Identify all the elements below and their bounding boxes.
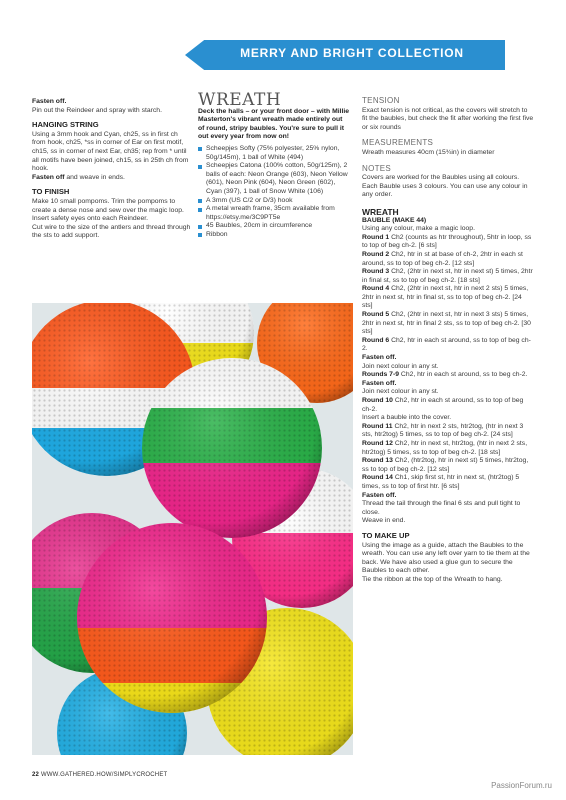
round-text: Ch2, htr in st at base of ch-2, 2htr in each st around, ss to top of beg ch-2. [12 sts] — [362, 250, 523, 267]
notes-text: Covers are worked for the Baubles using all colours. Each Bauble uses 3 colours. You can use any colour in any order. — [362, 174, 528, 199]
fasten-off-label: Fasten off. — [32, 98, 67, 105]
fasten-off-1: Fasten off. — [362, 354, 397, 362]
pattern-round — [362, 268, 534, 285]
rounds-group-b — [362, 371, 534, 380]
to-finish-text-2: Insert safety eyes onto each Reindeer. — [32, 215, 148, 223]
materials-item: Ribbon — [198, 231, 350, 240]
round-label: Round 3 — [362, 268, 390, 276]
to-finish-text-3: Cut wire to the size of the antlers and thread through the sts to add support. — [32, 223, 191, 240]
thread-text: Thread the tail through the final 6 sts and pull tight to close. — [362, 500, 521, 516]
round-text: Ch2, (2htr in next st, htr in next 3 sts) 5 times, 2htr in next st, htr in final 2 sts, ss to top of beg ch-2. [30 sts] — [362, 311, 531, 336]
tension-text: Exact tension is not critical, as the covers will stretch to fit the baubles, but check the fit after working the first five or six rounds — [362, 106, 534, 131]
pattern-round — [362, 337, 534, 354]
round-label: Round 14 — [362, 474, 393, 482]
pattern-round — [362, 423, 534, 440]
join-colour-1: Join next colour in any st. — [362, 362, 439, 370]
round-text: Ch2, htr in each st around, ss to top of beg ch-2. — [362, 397, 524, 413]
bauble-heading: BAUBLE (MAKE 44) — [362, 216, 427, 224]
materials-item: Scheepjes Softy (75% polyester, 25% nylon, 50g/145m), 1 ball of White (494) — [198, 145, 350, 162]
weave-text: Weave in end. — [362, 517, 406, 525]
hanging-fasten-label: Fasten off — [32, 173, 65, 181]
round-text: Ch2 (counts as htr throughout), 5htr in loop, ss to top of beg ch-2. [6 sts] — [362, 233, 532, 250]
to-finish-text-1: Make 10 small pompoms. Trim the pompoms to create a dense nose and sew over the magic loop. — [32, 197, 184, 214]
join-colour-2: Join next colour in any st. — [362, 388, 439, 396]
bauble-intro: Using any colour, make a magic loop. — [362, 225, 475, 233]
materials-item: Scheepjes Catona (100% cotton, 50g/125m), 2 balls of each: Neon Orange (603), Neon Yellow (601), Neon Pink (604), Neon Green (602), Cyan (397), 1 ball of Snow White (106) — [198, 162, 350, 196]
watermark: PassionForum.ru — [491, 781, 552, 790]
wreath-title: WREATH — [198, 90, 282, 110]
pattern-round — [362, 251, 534, 268]
make-up-text-1: Using the image as a guide, attach the Baubles to the wreath. You can use any left over yarn to tie them at the back. We have also used a glue gun to secure the Baubles to each other. — [362, 541, 530, 575]
page-number: 22 — [32, 772, 40, 778]
measurements-text: Wreath measures 40cm (15¾in) in diameter — [362, 148, 495, 156]
round-text: Ch2, htr in next 2 sts, htr2tog, (htr in next 3 sts, htr2tog) 5 times, ss to top of beg ch-2. [24 sts] — [362, 422, 524, 439]
round-label: Round 1 — [362, 233, 390, 241]
round-text: Ch2, htr in each st around, ss to beg ch-2. — [399, 371, 528, 379]
rounds-group-c — [362, 397, 534, 414]
fasten-off-2: Fasten off. — [362, 379, 397, 387]
materials-item: A metal wreath frame, 35cm available from https://etsy.me/3C9PT5e — [198, 205, 350, 222]
insert-bauble-text: Insert a bauble into the cover. — [362, 414, 452, 422]
round-text: Ch2, htr in next st, htr2tog, (htr in next 2 sts, htr2tog) 5 times, ss to top of beg ch-2. [18 sts] — [362, 439, 528, 456]
rounds-group-d — [362, 423, 534, 492]
hanging-string-text: Using a 3mm hook and Cyan, ch25, ss in first ch from hook, ch25, *ss in corner of Ear on first motif, ch15, ss in corner of next Ear, ch35; rep from * until all motifs have been joined, ch15, ss in 25th ch from hook. — [32, 130, 189, 173]
column-left — [32, 98, 192, 241]
fasten-off-text: Pin out the Reindeer and spray with starch. — [32, 106, 162, 114]
wreath-intro: Deck the halls – or your front door – with Millie Masterton's vibrant wreath made entirely out of round, stripy baubles. You're sure to pull it out every year from now on! — [198, 107, 350, 141]
round-label: Round 13 — [362, 457, 393, 465]
pattern-round — [362, 440, 534, 457]
round-text: Ch2, (2htr in next st, htr in next 2 sts) 5 times, 2htr in next st, htr in final st, ss to top of beg ch-2. [24 sts] — [362, 285, 529, 310]
round-label: Round 6 — [362, 336, 390, 344]
column-right — [362, 97, 534, 584]
pattern-round — [362, 474, 534, 491]
make-up-heading: TO MAKE UP — [362, 530, 410, 540]
tension-heading: TENSION — [362, 96, 400, 105]
collection-banner-title: MERRY AND BRIGHT COLLECTION — [240, 46, 464, 60]
hanging-string-heading: HANGING STRING — [32, 120, 99, 130]
pattern-round — [362, 234, 534, 251]
make-up-text-2: Tie the ribbon at the top of the Wreath to hang. — [362, 575, 503, 583]
pattern-round — [362, 371, 534, 380]
round-text: Ch2, (htr2tog, htr in next st) 5 times, htr2tog, ss to top of beg ch-2. [12 sts] — [362, 457, 529, 473]
hanging-fasten-text: and weave in ends. — [64, 173, 125, 181]
column-middle — [198, 90, 350, 240]
round-label: Round 12 — [362, 439, 393, 447]
round-text: Ch2, (2htr in next st, htr in next st) 5 times, 2htr in final st, ss to top of beg ch-2. [18 sts] — [362, 268, 533, 284]
rounds-group-a — [362, 234, 534, 354]
pattern-round — [362, 397, 534, 414]
measurements-heading: MEASUREMENTS — [362, 138, 434, 148]
baubles-photo — [32, 303, 353, 755]
materials-item: A 3mm (US C/2 or D/3) hook — [198, 197, 350, 206]
pattern-round — [362, 285, 534, 311]
materials-list — [198, 145, 350, 240]
materials-item: 45 Baubles, 20cm in circumference — [198, 222, 350, 231]
round-text: Ch1, skip first st, htr in next st, (htr2tog) 5 times, ss to top of first htr. [6 sts] — [362, 474, 520, 490]
notes-heading: NOTES — [362, 163, 392, 173]
round-label: Round 10 — [362, 397, 393, 404]
pattern-round — [362, 457, 534, 474]
round-label: Rounds 7-9 — [362, 371, 400, 379]
round-text: Ch2, htr in each st around, ss to top of beg ch-2. — [362, 336, 531, 353]
to-finish-heading: TO FINISH — [32, 187, 70, 197]
footer-url: WWW.GATHERED.HOW/SIMPLYCROCHET — [40, 772, 168, 778]
round-label: Round 4 — [362, 285, 390, 293]
fasten-off-3: Fasten off. — [362, 491, 397, 499]
pattern-round — [362, 311, 534, 337]
round-label: Round 5 — [362, 311, 390, 319]
page-footer — [32, 772, 167, 778]
wreath-heading: WREATH — [362, 206, 399, 217]
round-label: Round 2 — [362, 250, 390, 258]
round-label: Round 11 — [362, 422, 393, 430]
